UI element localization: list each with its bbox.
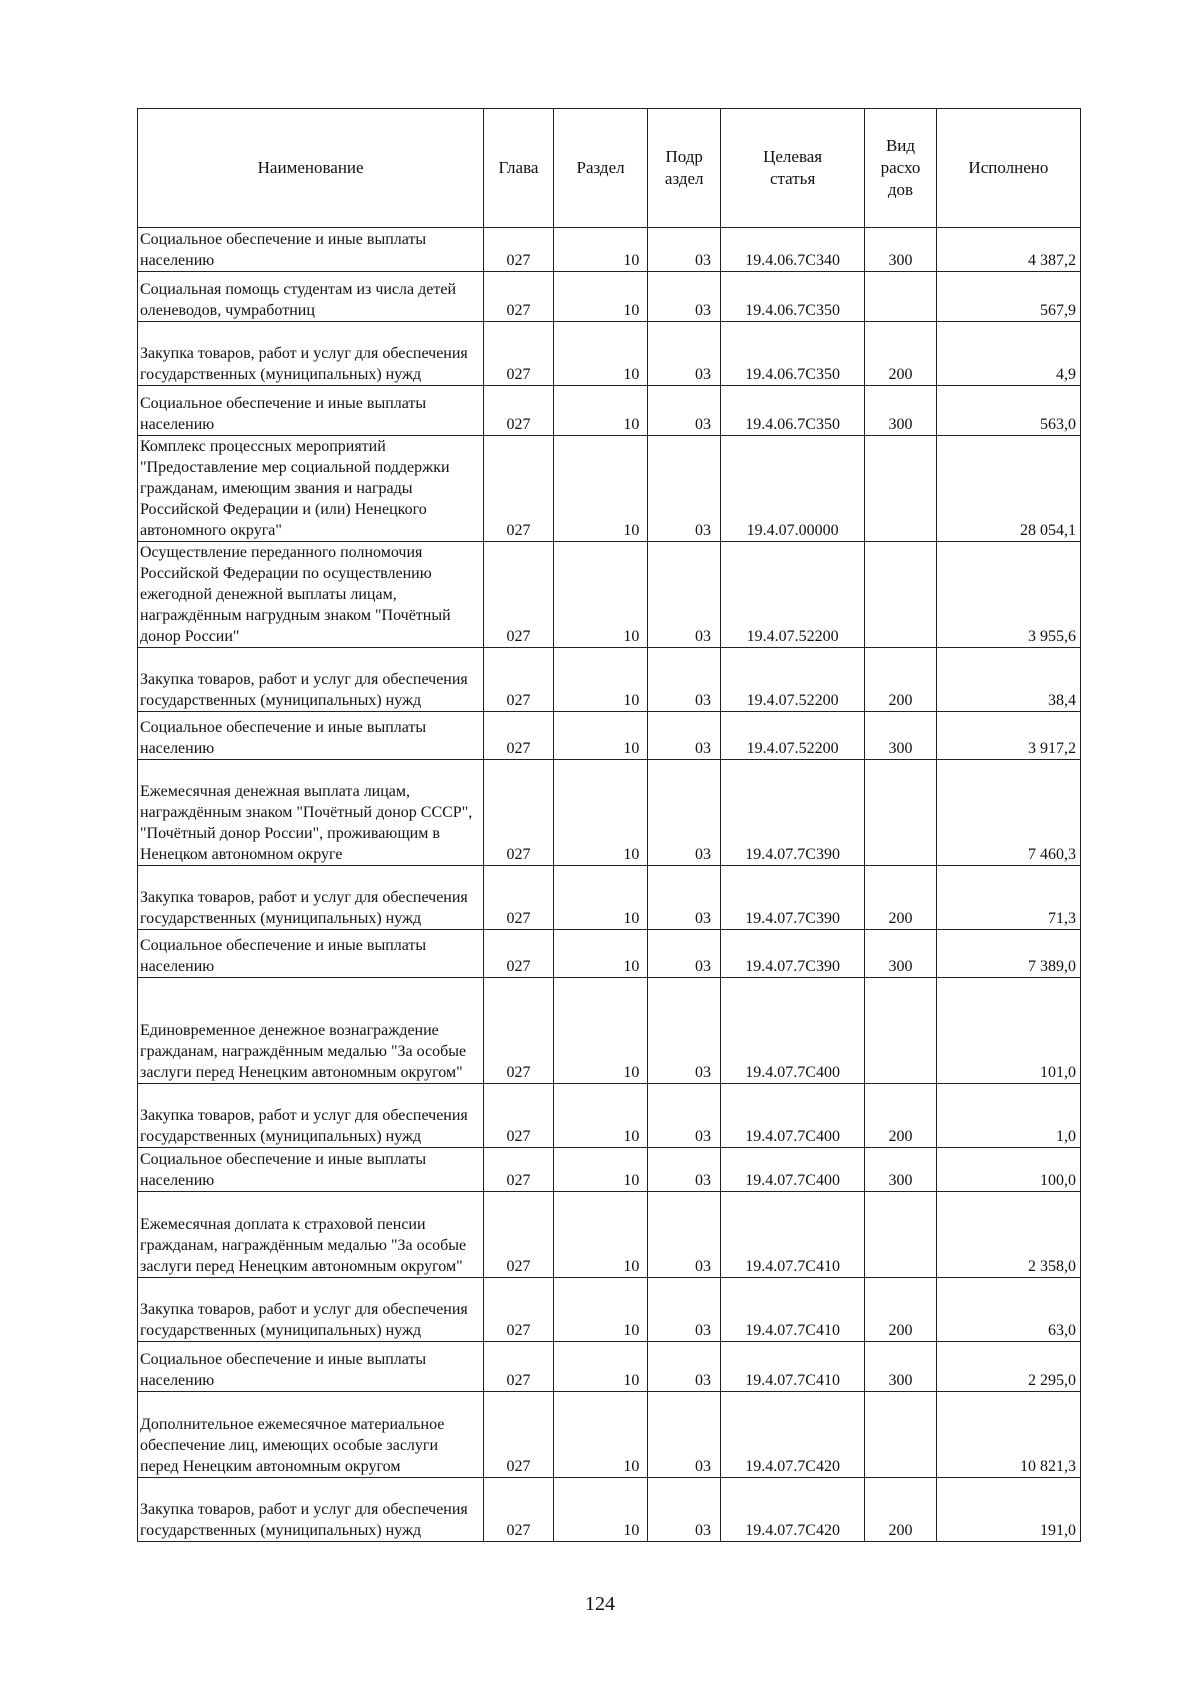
cell-razdel: 10 — [553, 1392, 648, 1478]
header-name: Наименование — [138, 109, 484, 228]
cell-razdel: 10 — [553, 866, 648, 930]
cell-celevaya: 19.4.07.7С410 — [721, 1342, 865, 1392]
header-razdel: Раздел — [553, 109, 648, 228]
cell-glava: 027 — [484, 542, 553, 648]
cell-razdel: 10 — [553, 1342, 648, 1392]
cell-razdel: 10 — [553, 760, 648, 866]
cell-ispolneno: 4 387,2 — [936, 228, 1080, 272]
cell-ispolneno: 3 955,6 — [936, 542, 1080, 648]
cell-razdel: 10 — [553, 386, 648, 436]
cell-podrazdel: 03 — [648, 436, 721, 542]
cell-razdel: 10 — [553, 272, 648, 322]
cell-razdel: 10 — [553, 1148, 648, 1192]
cell-name: Социальная помощь студентам из числа детей оленеводов, чумработниц — [138, 272, 484, 322]
table-row — [138, 1278, 1081, 1342]
cell-ispolneno: 28 054,1 — [936, 436, 1080, 542]
table-row — [138, 712, 1081, 760]
cell-name: Закупка товаров, работ и услуг для обеспечения государственных (муниципальных) нужд — [138, 1278, 484, 1342]
cell-vid: 300 — [865, 1342, 937, 1392]
header-podrazdel: Подр аздел — [648, 109, 721, 228]
cell-razdel: 10 — [553, 1478, 648, 1542]
cell-glava: 027 — [484, 386, 553, 436]
cell-razdel: 10 — [553, 322, 648, 386]
table-row — [138, 1342, 1081, 1392]
cell-podrazdel: 03 — [648, 322, 721, 386]
table-header-row — [138, 109, 1081, 228]
table-row — [138, 930, 1081, 978]
cell-podrazdel: 03 — [648, 1192, 721, 1278]
cell-celevaya: 19.4.07.7С410 — [721, 1192, 865, 1278]
cell-razdel: 10 — [553, 228, 648, 272]
cell-glava: 027 — [484, 1342, 553, 1392]
table-row — [138, 1392, 1081, 1478]
cell-ispolneno: 191,0 — [936, 1478, 1080, 1542]
cell-glava: 027 — [484, 272, 553, 322]
table-row — [138, 228, 1081, 272]
cell-name: Ежемесячная доплата к страховой пенсии гражданам, награждённым медалью "За особые заслуги перед Ненецким автономным округом" — [138, 1192, 484, 1278]
cell-name: Единовременное денежное вознаграждение гражданам, награждённым медалью "За особые заслуги перед Ненецким автономным округом" — [138, 978, 484, 1084]
cell-vid — [865, 760, 937, 866]
cell-vid: 300 — [865, 228, 937, 272]
cell-podrazdel: 03 — [648, 1392, 721, 1478]
cell-podrazdel: 03 — [648, 1278, 721, 1342]
cell-name: Осуществление переданного полномочия Российской Федерации по осуществлению ежегодной денежной выплаты лицам, награждённым нагрудным знаком "Почётный донор России" — [138, 542, 484, 648]
cell-podrazdel: 03 — [648, 760, 721, 866]
cell-vid — [865, 1392, 937, 1478]
cell-name: Социальное обеспечение и иные выплаты населению — [138, 228, 484, 272]
cell-podrazdel: 03 — [648, 228, 721, 272]
cell-celevaya: 19.4.07.52200 — [721, 542, 865, 648]
table-row — [138, 386, 1081, 436]
header-ispolneno: Исполнено — [936, 109, 1080, 228]
cell-ispolneno: 71,3 — [936, 866, 1080, 930]
cell-razdel: 10 — [553, 542, 648, 648]
table-row — [138, 1192, 1081, 1278]
cell-ispolneno: 563,0 — [936, 386, 1080, 436]
cell-podrazdel: 03 — [648, 1084, 721, 1148]
header-glava: Глава — [484, 109, 553, 228]
cell-glava: 027 — [484, 866, 553, 930]
cell-podrazdel: 03 — [648, 1148, 721, 1192]
cell-ispolneno: 38,4 — [936, 648, 1080, 712]
cell-celevaya: 19.4.07.7С410 — [721, 1278, 865, 1342]
cell-razdel: 10 — [553, 1084, 648, 1148]
cell-razdel: 10 — [553, 436, 648, 542]
cell-vid: 200 — [865, 1278, 937, 1342]
cell-vid — [865, 1192, 937, 1278]
cell-name: Социальное обеспечение и иные выплаты населению — [138, 386, 484, 436]
cell-glava: 027 — [484, 1278, 553, 1342]
cell-razdel: 10 — [553, 1192, 648, 1278]
cell-vid: 200 — [865, 866, 937, 930]
cell-podrazdel: 03 — [648, 542, 721, 648]
table-row — [138, 1478, 1081, 1542]
cell-celevaya: 19.4.07.52200 — [721, 712, 865, 760]
cell-razdel: 10 — [553, 712, 648, 760]
cell-glava: 027 — [484, 1192, 553, 1278]
cell-ispolneno: 2 358,0 — [936, 1192, 1080, 1278]
cell-vid: 300 — [865, 386, 937, 436]
cell-podrazdel: 03 — [648, 386, 721, 436]
cell-ispolneno: 2 295,0 — [936, 1342, 1080, 1392]
cell-ispolneno: 4,9 — [936, 322, 1080, 386]
cell-vid — [865, 272, 937, 322]
cell-ispolneno: 3 917,2 — [936, 712, 1080, 760]
cell-razdel: 10 — [553, 930, 648, 978]
cell-celevaya: 19.4.06.7С350 — [721, 322, 865, 386]
cell-celevaya: 19.4.07.7С420 — [721, 1392, 865, 1478]
cell-name: Закупка товаров, работ и услуг для обеспечения государственных (муниципальных) нужд — [138, 1084, 484, 1148]
cell-name: Закупка товаров, работ и услуг для обеспечения государственных (муниципальных) нужд — [138, 1478, 484, 1542]
cell-name: Ежемесячная денежная выплата лицам, награждённым знаком "Почётный донор СССР", "Почётный донор России", проживающим в Ненецком автономном округе — [138, 760, 484, 866]
cell-vid: 300 — [865, 930, 937, 978]
cell-ispolneno: 567,9 — [936, 272, 1080, 322]
cell-celevaya: 19.4.07.7С390 — [721, 760, 865, 866]
table-row — [138, 1148, 1081, 1192]
cell-celevaya: 19.4.07.7С390 — [721, 866, 865, 930]
cell-glava: 027 — [484, 760, 553, 866]
cell-ispolneno: 101,0 — [936, 978, 1080, 1084]
budget-table — [137, 108, 1081, 1542]
cell-vid: 300 — [865, 1148, 937, 1192]
header-vid-rashodov: Вид расхо дов — [865, 109, 937, 228]
table-row — [138, 866, 1081, 930]
cell-vid — [865, 436, 937, 542]
cell-glava: 027 — [484, 1084, 553, 1148]
cell-podrazdel: 03 — [648, 866, 721, 930]
cell-podrazdel: 03 — [648, 1342, 721, 1392]
cell-glava: 027 — [484, 930, 553, 978]
cell-ispolneno: 7 460,3 — [936, 760, 1080, 866]
table-body — [138, 228, 1081, 1542]
cell-ispolneno: 10 821,3 — [936, 1392, 1080, 1478]
cell-glava: 027 — [484, 648, 553, 712]
cell-glava: 027 — [484, 712, 553, 760]
cell-glava: 027 — [484, 436, 553, 542]
cell-name: Закупка товаров, работ и услуг для обеспечения государственных (муниципальных) нужд — [138, 866, 484, 930]
cell-celevaya: 19.4.07.7С390 — [721, 930, 865, 978]
cell-podrazdel: 03 — [648, 712, 721, 760]
cell-name: Социальное обеспечение и иные выплаты населению — [138, 930, 484, 978]
header-celevaya-statya: Целевая статья — [721, 109, 865, 228]
cell-glava: 027 — [484, 1478, 553, 1542]
cell-podrazdel: 03 — [648, 1478, 721, 1542]
cell-glava: 027 — [484, 1392, 553, 1478]
table-row — [138, 272, 1081, 322]
cell-vid: 300 — [865, 712, 937, 760]
table-row — [138, 760, 1081, 866]
cell-glava: 027 — [484, 228, 553, 272]
cell-razdel: 10 — [553, 978, 648, 1084]
cell-glava: 027 — [484, 978, 553, 1084]
cell-name: Социальное обеспечение и иные выплаты населению — [138, 1148, 484, 1192]
cell-ispolneno: 1,0 — [936, 1084, 1080, 1148]
cell-celevaya: 19.4.06.7С350 — [721, 386, 865, 436]
cell-vid: 200 — [865, 648, 937, 712]
table-row — [138, 1084, 1081, 1148]
cell-razdel: 10 — [553, 648, 648, 712]
cell-podrazdel: 03 — [648, 648, 721, 712]
cell-celevaya: 19.4.07.00000 — [721, 436, 865, 542]
cell-vid — [865, 542, 937, 648]
cell-vid — [865, 978, 937, 1084]
cell-celevaya: 19.4.07.7С420 — [721, 1478, 865, 1542]
cell-ispolneno: 100,0 — [936, 1148, 1080, 1192]
cell-ispolneno: 63,0 — [936, 1278, 1080, 1342]
table-row — [138, 542, 1081, 648]
cell-podrazdel: 03 — [648, 930, 721, 978]
cell-podrazdel: 03 — [648, 978, 721, 1084]
cell-podrazdel: 03 — [648, 272, 721, 322]
cell-name: Дополнительное ежемесячное материальное обеспечение лиц, имеющих особые заслуги перед Ненецким автономным округом — [138, 1392, 484, 1478]
cell-vid: 200 — [865, 322, 937, 386]
cell-glava: 027 — [484, 322, 553, 386]
page-number: 124 — [585, 1593, 615, 1615]
cell-vid: 200 — [865, 1478, 937, 1542]
cell-name: Социальное обеспечение и иные выплаты населению — [138, 712, 484, 760]
cell-name: Закупка товаров, работ и услуг для обеспечения государственных (муниципальных) нужд — [138, 648, 484, 712]
cell-name: Социальное обеспечение и иные выплаты населению — [138, 1342, 484, 1392]
cell-vid: 200 — [865, 1084, 937, 1148]
table-row — [138, 322, 1081, 386]
cell-celevaya: 19.4.07.52200 — [721, 648, 865, 712]
cell-name: Закупка товаров, работ и услуг для обеспечения государственных (муниципальных) нужд — [138, 322, 484, 386]
cell-celevaya: 19.4.07.7С400 — [721, 1148, 865, 1192]
cell-celevaya: 19.4.07.7С400 — [721, 978, 865, 1084]
table-row — [138, 436, 1081, 542]
cell-razdel: 10 — [553, 1278, 648, 1342]
cell-name: Комплекс процессных мероприятий "Предоставление мер социальной поддержки гражданам, имеющим звания и награды Российской Федерации и (или) Ненецкого автономного округа" — [138, 436, 484, 542]
cell-celevaya: 19.4.07.7С400 — [721, 1084, 865, 1148]
cell-glava: 027 — [484, 1148, 553, 1192]
cell-celevaya: 19.4.06.7С340 — [721, 228, 865, 272]
cell-celevaya: 19.4.06.7С350 — [721, 272, 865, 322]
table-row — [138, 648, 1081, 712]
cell-ispolneno: 7 389,0 — [936, 930, 1080, 978]
table-row — [138, 978, 1081, 1084]
